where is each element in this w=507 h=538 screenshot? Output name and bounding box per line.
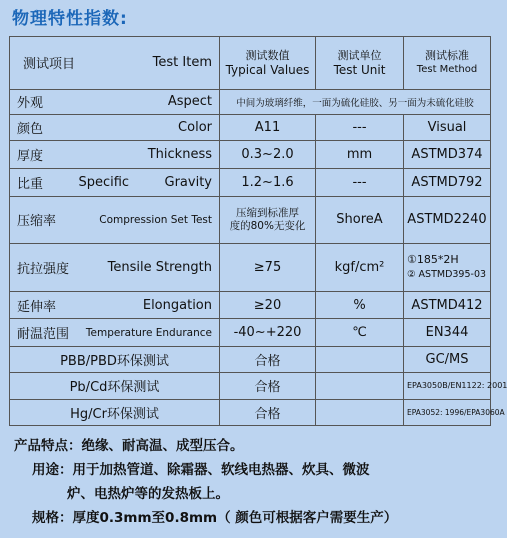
- row-method: EPA3052: 1996/EPA3060A: [404, 399, 491, 425]
- row-value: 1.2~1.6: [220, 168, 316, 196]
- row-unit: ℃: [316, 319, 404, 346]
- row-method: ASTMD374: [404, 141, 491, 168]
- row-unit: ShoreA: [316, 197, 404, 243]
- row-value: 合格: [220, 373, 316, 399]
- product-usage: 用途：用于加热管道、除霜器、软线电热器、炊具、微波: [32, 462, 370, 478]
- header-item-en: Test Item: [152, 55, 212, 71]
- row-value: 合格: [220, 399, 316, 425]
- row-unit: %: [316, 292, 404, 319]
- row-value: 合格: [220, 346, 316, 372]
- table-row: [10, 89, 491, 114]
- item-en: Temperature Endurance: [85, 326, 212, 339]
- row-method: ASTMD412: [404, 292, 491, 319]
- row-unit: [316, 346, 404, 372]
- table-row: [10, 399, 491, 425]
- table-row: [10, 292, 491, 319]
- value-line-2: 度的80%无变化: [229, 219, 306, 232]
- row-item: [10, 292, 220, 319]
- table-row: [10, 141, 491, 168]
- row-item: [10, 243, 220, 291]
- row-method: EN344: [404, 319, 491, 346]
- item-en: Aspect: [167, 94, 212, 110]
- row-method: GC/MS: [404, 346, 491, 372]
- product-spec: 规格：厚度0.3mm至0.8mm（ 颜色可根据客户需要生产）: [32, 510, 398, 526]
- header-typical-values: [220, 37, 316, 90]
- item-en: Thickness: [147, 147, 212, 163]
- row-value: ≥75: [220, 243, 316, 291]
- row-value: [220, 197, 316, 243]
- row-value: -40~+220: [220, 319, 316, 346]
- item-zh: 压缩率: [17, 214, 57, 230]
- item-en-2: Gravity: [164, 174, 212, 190]
- row-item: [10, 319, 220, 346]
- method-line-2: ② ASTMD395-03: [407, 268, 487, 280]
- header-value-zh: 测试数值: [245, 48, 290, 62]
- row-unit: ---: [316, 115, 404, 141]
- item-zh: 颜色: [17, 122, 44, 138]
- header-item-zh: 测试项目: [23, 57, 76, 73]
- row-item: [10, 197, 220, 243]
- row-item: [10, 89, 220, 114]
- product-features: 产品特点：绝缘、耐高温、成型压合。: [14, 438, 244, 454]
- product-usage-cont: 炉、电热炉等的发热板上。: [67, 486, 229, 502]
- table-row: [10, 319, 491, 346]
- item-en: Compression Set Test: [99, 213, 212, 226]
- item-en: Elongation: [142, 297, 212, 313]
- row-item: Pb/Cd环保测试: [10, 373, 220, 399]
- method-line-1: ①185*2H: [407, 252, 459, 266]
- page-title: 物理特性指数:: [12, 9, 128, 29]
- row-item: [10, 168, 220, 196]
- table-row: [10, 346, 491, 372]
- item-zh: 抗拉强度: [17, 261, 70, 277]
- row-method: EPA3050B/EN1122: 2001: [404, 373, 491, 399]
- header-unit-zh: 测试单位: [337, 48, 382, 62]
- row-value: 0.3~2.0: [220, 141, 316, 168]
- item-zh: 延伸率: [17, 299, 57, 315]
- header-unit-en: Test Unit: [333, 62, 386, 77]
- row-method: ASTMD792: [404, 168, 491, 196]
- header-method-zh: 测试标准: [425, 48, 469, 62]
- spec-table: [9, 36, 507, 426]
- row-value: ≥20: [220, 292, 316, 319]
- item-zh: 外观: [17, 96, 44, 112]
- row-method: [404, 243, 491, 291]
- row-item: PBB/PBD环保测试: [10, 346, 220, 372]
- product-notes: [14, 434, 494, 530]
- row-unit: [316, 373, 404, 399]
- header-test-item: [10, 37, 220, 90]
- row-unit: ---: [316, 168, 404, 196]
- row-method: Visual: [404, 115, 491, 141]
- table-row: [10, 243, 491, 291]
- value-line-1: 压缩到标准厚: [236, 206, 299, 219]
- header-test-unit: [316, 37, 404, 90]
- item-en: Color: [178, 120, 212, 136]
- table-header-row: [10, 37, 491, 90]
- item-zh: 比重: [17, 176, 44, 192]
- header-value-en: Typical Values: [225, 62, 310, 77]
- header-test-method: [404, 37, 491, 90]
- row-item: Hg/Cr环保测试: [10, 399, 220, 425]
- row-unit: mm: [316, 141, 404, 168]
- item-en: Tensile Strength: [107, 259, 212, 275]
- item-en: Specific: [78, 174, 130, 190]
- table-row: [10, 197, 491, 243]
- row-item: [10, 141, 220, 168]
- header-method-en: Test Method: [416, 63, 478, 75]
- item-zh: 耐温范围: [17, 327, 70, 343]
- table-row: [10, 115, 491, 141]
- row-unit: [316, 399, 404, 425]
- row-value: 中间为玻璃纤维，一面为硫化硅胶、另一面为未硫化硅胶: [220, 89, 491, 114]
- row-method: ASTMD2240: [404, 197, 491, 243]
- row-value: A11: [220, 115, 316, 141]
- row-item: [10, 115, 220, 141]
- table-row: [10, 168, 491, 196]
- row-unit: kgf/cm²: [316, 243, 404, 291]
- item-zh: 厚度: [17, 149, 44, 165]
- table-row: [10, 373, 491, 399]
